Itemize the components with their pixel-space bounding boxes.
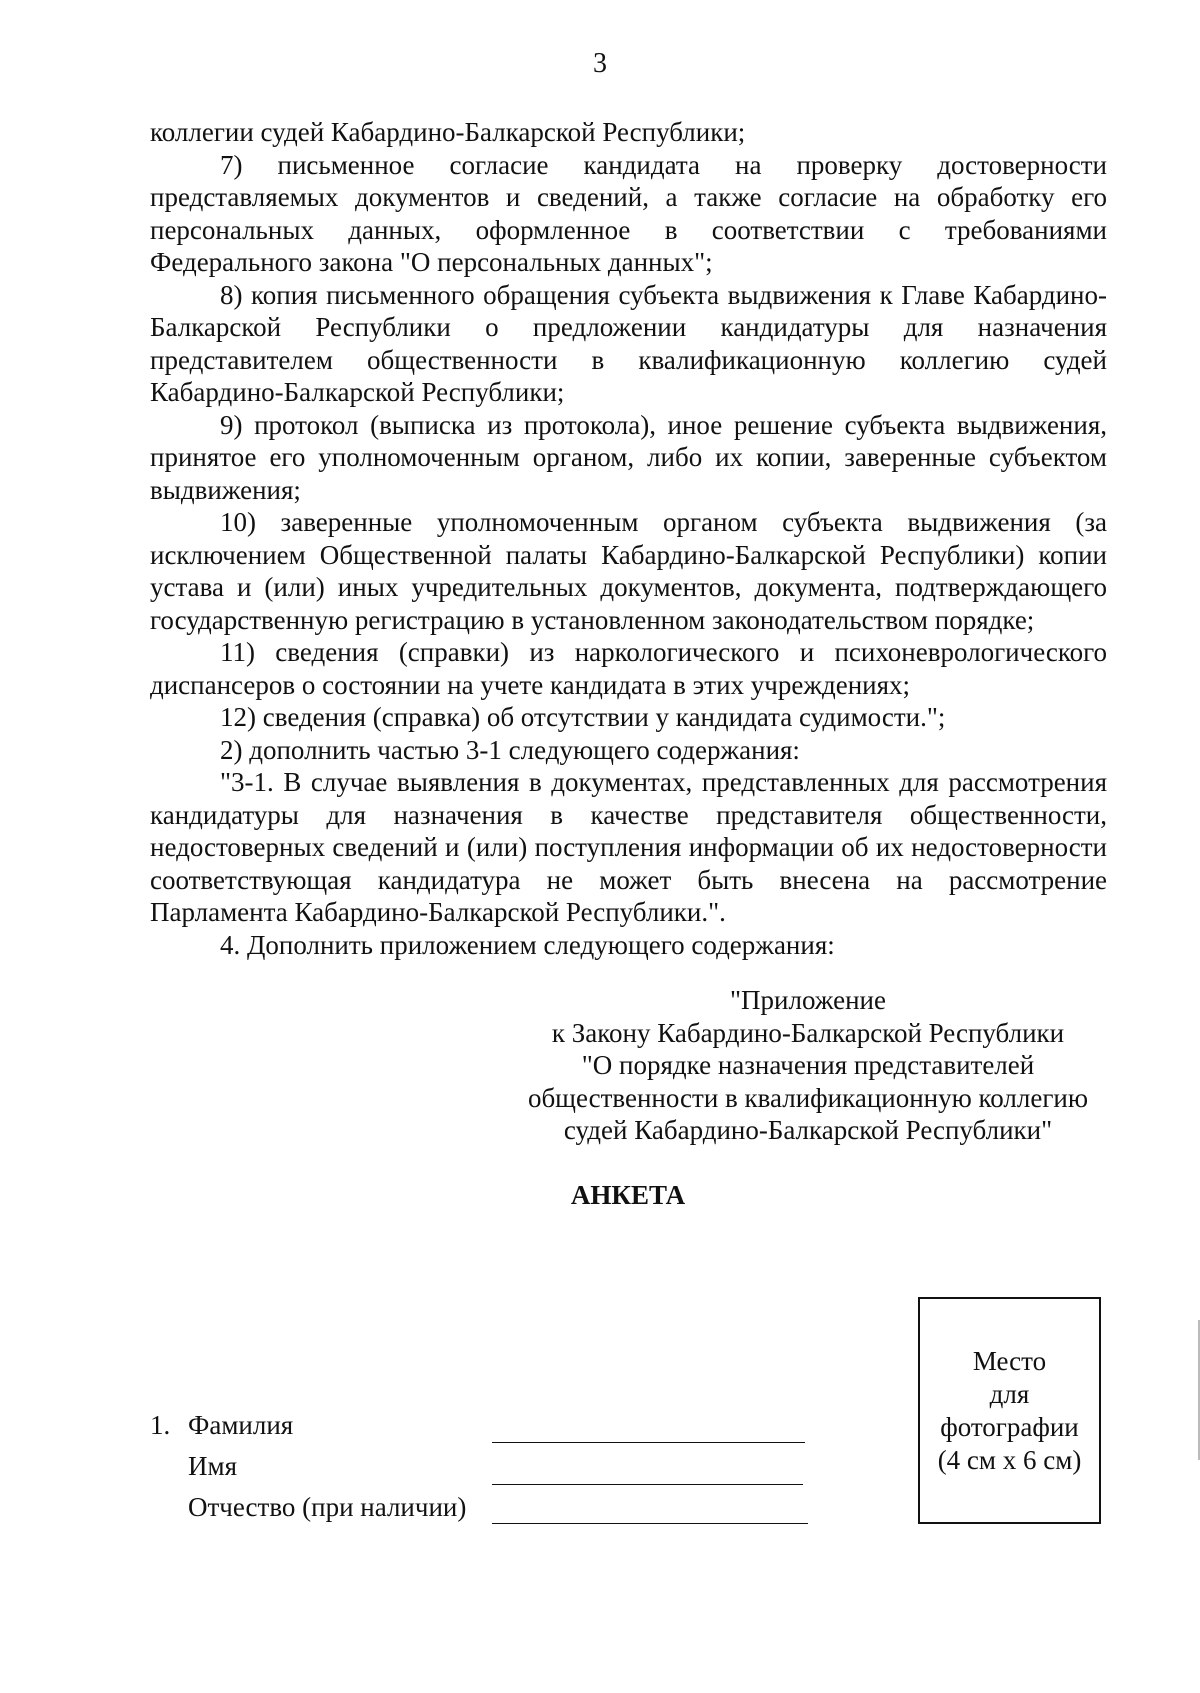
paragraph-amendment-2: 2) дополнить частью 3-1 следующего содержания: bbox=[220, 734, 800, 765]
surname-field[interactable] bbox=[492, 1442, 805, 1443]
photo-label-line: фотографии bbox=[940, 1411, 1079, 1442]
appendix-line: общественности в квалификационную коллегию bbox=[527, 1082, 1089, 1113]
paragraph-item-12: 12) сведения (справка) об отсутствии у кандидата судимости."; bbox=[220, 702, 946, 732]
surname-row bbox=[150, 1410, 293, 1441]
surname-label: Фамилия bbox=[188, 1410, 294, 1440]
paragraph-item-8: 8) копия письменного обращения субъекта выдвижения к Главе Кабардино-Балкарской Республики о предложении кандидатуры для назначения представителем общественности в квалификационную коллегию судей Кабардино-Балкарской Республики; bbox=[150, 279, 1107, 407]
patronymic-row bbox=[150, 1492, 466, 1523]
paragraph-continuation: коллегии судей Кабардино-Балкарской Республики; bbox=[150, 117, 746, 147]
patronymic-label: Отчество (при наличии) bbox=[188, 1492, 467, 1522]
form-title: АНКЕТА bbox=[570, 1180, 686, 1210]
name-field[interactable] bbox=[492, 1484, 803, 1485]
paragraph-part-3-1: "3-1. В случае выявления в документах, представленных для рассмотрения кандидатуры для назначения в качестве представителя общественности, недостоверных сведений и (или) поступления информации об их недостоверности соответствующая кандидатура не может быть внесена на рассмотрение Парламента Кабардино-Балкарской Республики.". bbox=[150, 767, 1107, 927]
appendix-header bbox=[508, 984, 1108, 1147]
paragraph-item-9: 9) протокол (выписка из протокола), иное решение субъекта выдвижения, принятое его уполномоченным органом, либо их копии, заверенные субъектом выдвижения; bbox=[150, 409, 1107, 505]
paragraph-article-4: 4. Дополнить приложением следующего содержания: bbox=[220, 929, 835, 960]
document-body bbox=[150, 116, 1107, 961]
appendix-line: "Приложение bbox=[730, 985, 886, 1015]
photo-label-line: для bbox=[989, 1378, 1030, 1409]
name-row bbox=[150, 1451, 237, 1482]
appendix-line: "О порядке назначения представителей bbox=[581, 1050, 1035, 1080]
paragraph-item-10: 10) заверенные уполномоченным органом субъекта выдвижения (за исключением Общественной палаты Кабардино-Балкарской Республики) копии устава и (или) иных учредительных документов, документа, подтверждающего государственную регистрацию в установленном законодательством порядке; bbox=[150, 507, 1107, 635]
patronymic-field[interactable] bbox=[492, 1523, 808, 1524]
paragraph-item-11: 11) сведения (справки) из наркологического и психоневрологического диспансеров о состоянии на учете кандидата в этих учреждениях; bbox=[150, 637, 1107, 700]
photo-label-line: (4 см х 6 см) bbox=[937, 1444, 1082, 1475]
page-number: 3 bbox=[593, 48, 607, 79]
appendix-line: судей Кабардино-Балкарской Республики" bbox=[563, 1115, 1053, 1145]
name-label: Имя bbox=[188, 1451, 238, 1481]
item-number: 1. bbox=[150, 1410, 171, 1440]
photo-placeholder bbox=[918, 1297, 1101, 1524]
paragraph-item-7: 7) письменное согласие кандидата на проверку достоверности представляемых документов и сведений, а также согласие на обработку его персональных данных, оформленное в соответствии с требованиями Федерального закона "О персональных данных"; bbox=[150, 149, 1107, 277]
appendix-line: к Закону Кабардино-Балкарской Республики bbox=[551, 1017, 1065, 1048]
photo-label-line: Место bbox=[972, 1345, 1047, 1376]
